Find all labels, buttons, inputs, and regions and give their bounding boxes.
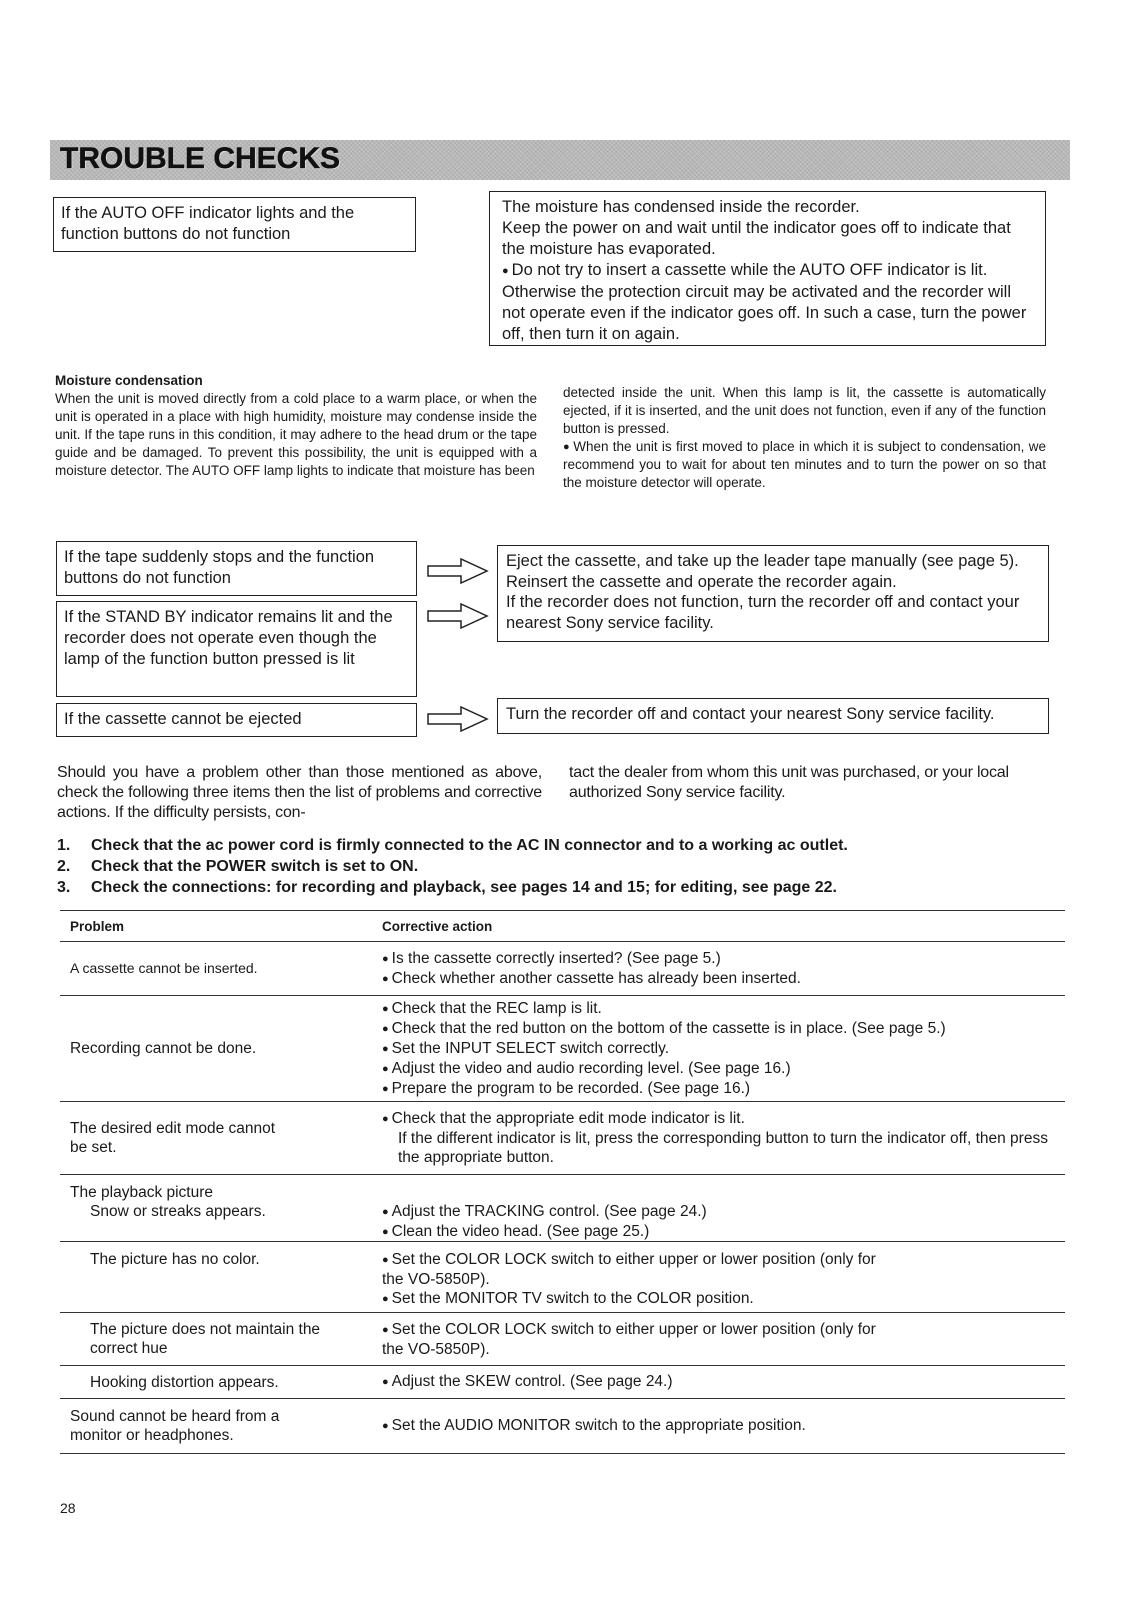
problem-cell: The picture does not maintain the correct hue	[90, 1321, 321, 1357]
check-number: 3.	[57, 879, 71, 896]
right-arrow-icon	[427, 603, 489, 629]
condition-text: If the STAND BY indicator remains lit and the recorder does not operate even though the lamp of the function button pressed is lit	[64, 608, 393, 668]
action-item: ● Prepare the program to be recorded. (See page 16.)	[382, 1079, 1065, 1099]
action-item: ● Clean the video head. (See page 25.)	[382, 1222, 1065, 1242]
action-cell	[382, 999, 1065, 1099]
check-text: Check that the POWER switch is set to ON.	[91, 858, 419, 875]
action-item: ● Set the COLOR LOCK switch to either upper or lower position (only for the VO-5850P).	[382, 1250, 885, 1289]
general-text-2: tact the dealer from whom this unit was purchased, or your local authorized Sony service facility.	[569, 764, 1009, 801]
moisture-heading: Moisture condensation	[55, 373, 203, 388]
header-problem: Problem	[70, 918, 125, 934]
check-text: Check the connections: for recording and playback, see pages 14 and 15; for editing, see page 22.	[91, 879, 837, 896]
problem-cell: A cassette cannot be inserted.	[70, 960, 258, 976]
table-row	[60, 1399, 1065, 1453]
action-item: ● Set the INPUT SELECT switch correctly.	[382, 1039, 1065, 1059]
problem-sub-label: Snow or streaks appears.	[90, 1203, 266, 1220]
action-cell	[382, 1320, 1065, 1359]
remedy-box-eject-reinsert	[497, 545, 1049, 642]
remedy-bullet: ● Do not try to insert a cassette while the AUTO OFF indicator is lit. Otherwise the protection circuit may be activated and the recorder will not operate even if the indicator goes off. In such a case, turn the power off, then turn it on again.	[502, 260, 1033, 344]
action-note: If the different indicator is lit, press the corresponding button to turn the indicator off, then press the appropriate button.	[398, 1130, 1048, 1166]
action-item: ● Set the MONITOR TV switch to the COLOR position.	[382, 1289, 885, 1309]
check-number: 1.	[57, 837, 71, 854]
check-item	[57, 856, 1067, 877]
table-row	[60, 1175, 1065, 1241]
table-row	[60, 996, 1065, 1101]
auto-off-condition-box	[53, 197, 416, 252]
table-row	[60, 1102, 1065, 1174]
problem-group-label: The playback picture	[70, 1184, 214, 1201]
moisture-col2	[563, 384, 1046, 492]
moisture-bullet: ● When the unit is first moved to place in which it is subject to condensation, we recommend you to wait for about ten minutes and to turn the power on so that the moisture detector will operate.	[563, 438, 1046, 492]
action-item: ● Set the AUDIO MONITOR switch to the appropriate position.	[382, 1416, 1065, 1436]
remedy-text: Eject the cassette, and take up the leader tape manually (see page 5). Reinsert the cassette and operate the recorder again.	[506, 552, 1019, 591]
moisture-text-2: detected inside the unit. When this lamp is lit, the cassette is automatically ejected, if it is inserted, and the unit does not function, even if any of the function button is pressed.	[563, 385, 1046, 436]
remedy-box-contact-service	[497, 698, 1049, 734]
check-list	[57, 835, 1067, 898]
condition-text: If the tape suddenly stops and the function buttons do not function	[64, 548, 375, 587]
problem-cell: The desired edit mode cannot be set.	[70, 1120, 276, 1156]
general-col1	[57, 763, 542, 823]
problem-cell: Hooking distortion appears.	[90, 1373, 279, 1391]
table-row	[60, 1366, 1065, 1398]
page-title: TROUBLE CHECKS	[60, 142, 341, 175]
action-cell	[382, 1416, 1065, 1436]
remedy-text: Turn the recorder off and contact your nearest Sony service facility.	[506, 705, 995, 723]
header-action: Corrective action	[382, 918, 493, 934]
table-row	[60, 1313, 1065, 1365]
action-item: ● Adjust the video and audio recording level. (See page 16.)	[382, 1059, 1065, 1079]
check-number: 2.	[57, 858, 71, 875]
right-arrow-icon	[427, 558, 489, 584]
action-item: ● Check whether another cassette has already been inserted.	[382, 969, 1065, 989]
problem-cell	[60, 1183, 382, 1221]
action-item: ● Set the COLOR LOCK switch to either upper or lower position (only for the VO-5850P).	[382, 1320, 885, 1359]
condition-box-standby	[56, 601, 417, 697]
table-row	[60, 942, 1065, 995]
condition-box-eject	[56, 703, 417, 737]
action-cell	[382, 1183, 1065, 1242]
condition-box-tape-stops	[56, 541, 417, 596]
action-cell	[382, 1109, 1065, 1167]
action-item: ● Is the cassette correctly inserted? (See page 5.)	[382, 949, 1065, 969]
action-cell	[382, 1250, 1065, 1309]
action-cell	[382, 949, 1065, 989]
remedy-line: The moisture has condensed inside the recorder.	[502, 198, 860, 216]
general-col2	[569, 763, 1059, 803]
action-item: ● Check that the REC lamp is lit.	[382, 999, 1065, 1019]
problem-cell: Sound cannot be heard from a monitor or headphones.	[70, 1408, 280, 1444]
auto-off-remedy-box	[489, 191, 1046, 346]
check-item	[57, 877, 1067, 898]
action-item: ● Adjust the SKEW control. (See page 24.)	[382, 1372, 1065, 1392]
action-item: ● Adjust the TRACKING control. (See page 24.)	[382, 1202, 1065, 1222]
auto-off-condition: If the AUTO OFF indicator lights and the function buttons do not function	[61, 204, 355, 243]
check-item	[57, 835, 1067, 856]
general-text-1: Should you have a problem other than those mentioned as above, check the following three items then the list of problems and corrective actions. If the difficulty persists, con-	[57, 764, 542, 821]
problem-cell: Recording cannot be done.	[70, 1040, 257, 1057]
problem-table	[60, 910, 1065, 1454]
title-banner	[50, 140, 1070, 180]
problem-cell: The picture has no color.	[90, 1251, 260, 1268]
moisture-col1	[55, 372, 537, 480]
moisture-text-1: When the unit is moved directly from a cold place to a warm place, or when the unit is operated in a place with high humidity, moisture may condense inside the unit. If the tape runs in this condition, it may adhere to the head drum or the tape guide and be damaged. To prevent this possibility, the unit is equipped with a moisture detector. The AUTO OFF lamp lights to indicate that moisture has been	[55, 391, 537, 478]
condition-text: If the cassette cannot be ejected	[64, 710, 302, 728]
action-item: ● Check that the red button on the bottom of the cassette is in place. (See page 5.)	[382, 1019, 1065, 1039]
action-cell	[382, 1372, 1065, 1392]
table-header	[60, 911, 1065, 941]
page-number: 28	[60, 1500, 76, 1516]
action-item: ● Check that the appropriate edit mode indicator is lit.	[382, 1109, 1065, 1129]
remedy-text: If the recorder does not function, turn the recorder off and contact your nearest Sony service facility.	[506, 593, 1020, 632]
right-arrow-icon	[427, 706, 489, 732]
check-text: Check that the ac power cord is firmly connected to the AC IN connector and to a working ac outlet.	[91, 837, 848, 854]
remedy-line: Keep the power on and wait until the indicator goes off to indicate that the moisture has evaporated.	[502, 218, 1011, 258]
table-row	[60, 1242, 1065, 1312]
